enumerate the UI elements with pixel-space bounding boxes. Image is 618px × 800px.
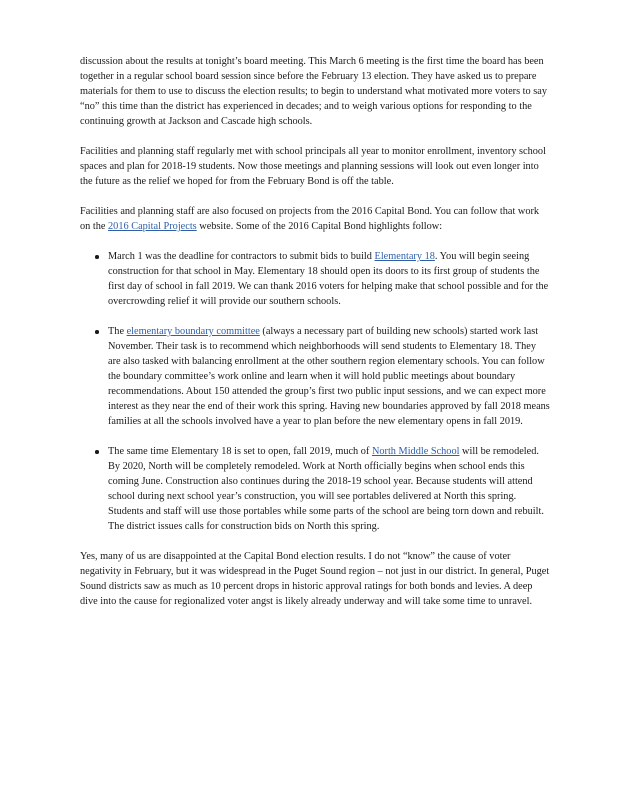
paragraph-text: Facilities and planning staff are also focused on projects from the 2016 Capital Bond. You can follow that work on the (80, 206, 540, 232)
elementary-18-link[interactable]: Elementary 18 (374, 251, 435, 262)
bullet-icon (95, 450, 99, 454)
list-item-text: (always a necessary part of building new schools) started work last November. Their task is to recommend which neighborhoods will send students to Elementary 18. They are also tasked with balancing enrollment at the other southern region elementary schools. You can follow the boundary committee’s work online and learn when it will hold public meetings about boundary recommendations. About 150 attended the group’s first two public input sessions, and we can expect more interest as they near the end of their work this spring. Having new boundaries approved by fall 2018 means families at all the schools involved have a year to plan before the new elementary opens in fall 2019. (108, 326, 550, 427)
list-item-text: The (108, 326, 127, 337)
paragraph-capital-bond-intro (80, 204, 550, 234)
bullet-icon (95, 330, 99, 334)
capital-projects-link[interactable]: 2016 Capital Projects (108, 221, 197, 232)
list-item-text: will be remodeled. By 2020, North will be completely remodeled. Work at North officially begins when school ends this coming June. Construction also continues during the 2018-19 school year. Because students will attend school during next school year’s construction, you will see portables delivered at North this spring. Students and staff will use those portables while some parts of the school are being torn down and rebuilt. The district issues calls for construction bids on North this spring. (108, 446, 544, 532)
paragraph-facilities-planning: Facilities and planning staff regularly met with school principals all year to monitor enrollment, inventory school spaces and plan for 2018-19 students. Now those meetings and planning sessions will look out even longer into the future as the relief we hoped for from the February Bond is off the table. (80, 146, 546, 187)
list-item-text: . You will begin seeing construction for that school in May. Elementary 18 should open its doors to its first group of students the first day of school in fall 2019. We can thank 2016 voters for helping make that school possible and for the overcrowding relief it will provide our southern schools. (108, 251, 549, 307)
list-item-text: March 1 was the deadline for contractors to submit bids to build (108, 251, 375, 262)
paragraph-election-results: Yes, many of us are disappointed at the Capital Bond election results. I do not “know” the cause of voter negativity in February, but it was widespread in the Puget Sound region – not just in our district. In general, Puget Sound districts saw as much as 10 percent drops in historic approval ratings for both bonds and levies. A deep dive into the cause for regionalized voter angst is likely already underway and will take some time to unravel. (80, 551, 550, 607)
paragraph-text: website. Some of the 2016 Capital Bond highlights follow: (196, 221, 443, 232)
list-item-north-middle-school (80, 444, 550, 534)
highlights-list (80, 249, 550, 534)
paragraph-board-meeting: discussion about the results at tonight’s board meeting. This March 6 meeting is the first time the board has been together in a regular school board session since before the February 13 election. They have asked us to prepare materials for them to use to discuss the election results; to begin to understand what motivated more voters to say “no” this time than the district has experienced in decades; and to weigh various options for responding to the continuing growth at Jackson and Cascade high schools. (80, 56, 547, 127)
list-item-text: The same time Elementary 18 is set to open, fall 2019, much of (108, 446, 372, 457)
bullet-icon (95, 255, 99, 259)
north-middle-school-link[interactable]: North Middle School (371, 446, 460, 457)
document-page (80, 54, 550, 624)
list-item-elementary-18 (80, 249, 550, 309)
boundary-committee-link[interactable]: elementary boundary committee (126, 326, 260, 337)
list-item-boundary-committee (80, 324, 550, 429)
